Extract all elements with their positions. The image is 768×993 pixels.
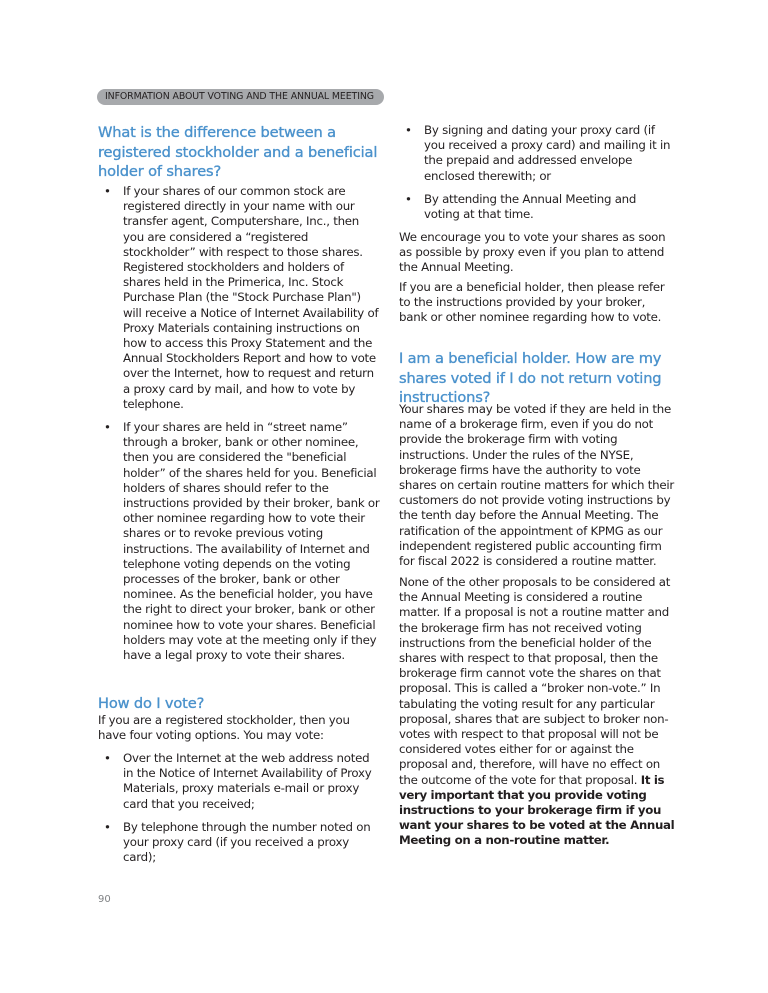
encourage-vote-paragraph: We encourage you to vote your shares as soon as possible by proxy even if you plan to attend the Annual Meeting. (399, 230, 666, 275)
list-item: • By signing and dating your proxy card (if you received a proxy card) and mailing it in the prepaid and addressed envelope enclosed therewith; or (405, 123, 671, 183)
voting-options-intro: If you are a registered stockholder, then you have four voting options. You may vote: (98, 713, 350, 743)
beneficial-holder-paragraph: If you are a beneficial holder, then please refer to the instructions provided by your broker, bank or other nominee regarding how to vote. (399, 280, 665, 325)
bullet-icon: • (405, 191, 412, 206)
ownership-bullet-list (98, 184, 380, 663)
section-banner: INFORMATION ABOUT VOTING AND THE ANNUAL MEETING (97, 89, 384, 105)
heading-how-do-i-vote: How do I vote? (98, 695, 205, 712)
list-item: • By telephone through the number noted on your proxy card (if you received a proxy card); (104, 819, 371, 865)
important-notice: It is very important that you provide voting instructions to your brokerage firm if you want your shares to be voted at the Annual Meeting on a non-routine matter. (399, 772, 675, 848)
broker-voting-paragraph: Your shares may be voted if they are held in the name of a brokerage firm, even if you do not provide the brokerage firm with voting instructions. Under the rules of the NYSE, brokerage firms have the authority to vote shares on certain routine matters for which their customers do not provide voting instructions by the tenth day before the Annual Meeting. The ratification of the appointment of KPMG as our independent registered public accounting firm for fiscal 2022 is considered a routine matter. (399, 402, 674, 569)
non-routine-paragraph: None of the other proposals to be considered at the Annual Meeting is considered a routine matter. If a proposal is not a routine matter and the brokerage firm has not received voting instructions from the beneficial holder of the shares with respect to that proposal, then the brokerage firm cannot vote the shares on that proposal. This is called a “broker non-vote.” In tabulating the voting result for any particular proposal, shares that are subject to broker non-votes with respect to that proposal will not be considered votes either for or against the proposal and, therefore, will have no effect on the outcome of the vote for that proposal. It is very important that you provide voting instructions to your brokerage firm if you want your shares to be voted at the Annual Meeting on a non-routine matter. (399, 575, 675, 848)
voting-methods-list (98, 751, 380, 865)
bullet-icon: • (405, 123, 412, 137)
heading-registered-vs-beneficial: What is the difference between a registered stockholder and a beneficial holder of shares? (98, 124, 378, 180)
list-item: • If your shares are held in “street name” through a broker, bank or other nominee, then you are considered the "beneficial holder” of the shares held for you. Beneficial holders of shares should refer to the instructions provided by their broker, bank or other nominee regarding how to vote their shares or to revoke previous voting instructions. The availability of Internet and telephone voting depends on the voting processes of the broker, bank or other nominee. As the beneficial holder, you have the right to direct your broker, bank or other nominee how to vote your shares. Beneficial holders may vote at the meeting only if they have a legal proxy to vote their shares. (104, 420, 380, 663)
bullet-icon: • (104, 184, 111, 198)
heading-beneficial-holder-voting: I am a beneficial holder. How are my shares voted if I do not return voting instructions? (399, 350, 662, 406)
list-item: • By attending the Annual Meeting and voting at that time. (405, 191, 637, 222)
bullet-icon: • (104, 819, 111, 834)
page-number: 90 (98, 894, 111, 905)
list-item: • If your shares of our common stock are registered directly in your name with our transfer agent, Computershare, Inc., then you are considered a “registered stockholder” with respect to those shares. Registered stockholders and holders of shares held in the Primerica, Inc. Stock Purchase Plan (the "Stock Purchase Plan") will receive a Notice of Internet Availability of Proxy Materials containing instructions on how to access this Proxy Statement and the Annual Stockholders Report and how to vote over the Internet, how to request and return a proxy card by mail, and how to vote by telephone. (104, 184, 379, 411)
bullet-icon: • (104, 420, 111, 435)
voting-methods-list-continued (399, 123, 675, 222)
bullet-icon: • (104, 751, 111, 765)
list-item: • Over the Internet at the web address noted in the Notice of Internet Availability of Proxy Materials, proxy materials e-mail or proxy card that you received; (104, 751, 372, 811)
